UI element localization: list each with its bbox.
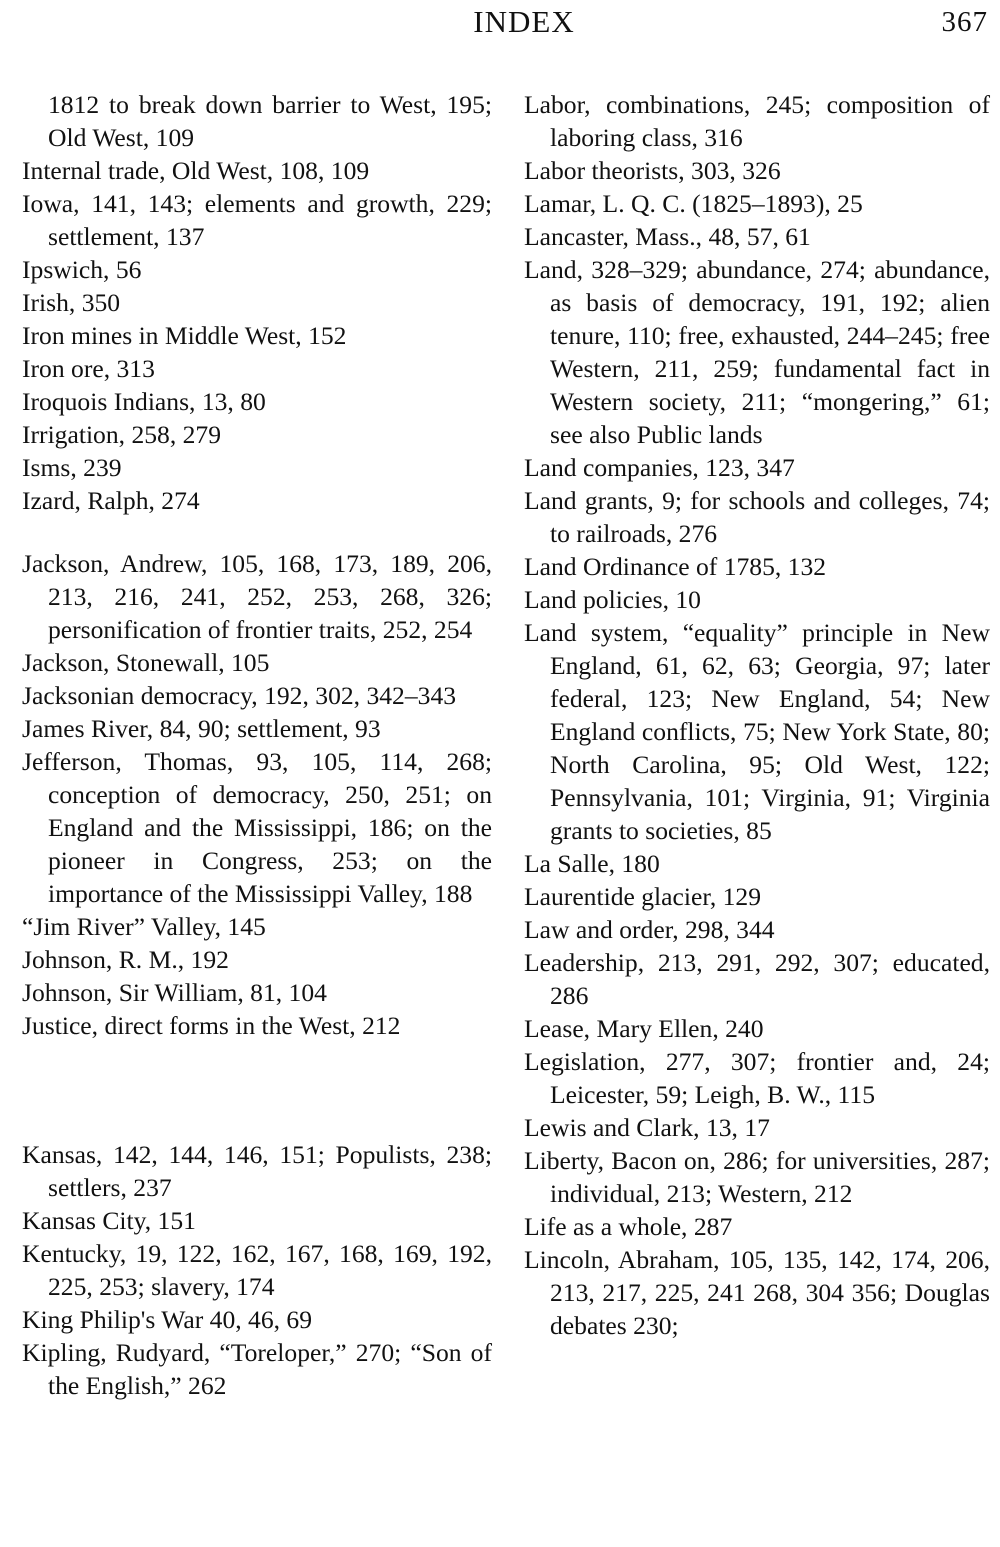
index-entry: Land policies, 10 <box>524 585 701 614</box>
index-entry: Land Ordinance of 1785, 132 <box>524 552 827 581</box>
index-entry: Land companies, 123, 347 <box>524 453 795 482</box>
index-entry: 1812 to break down barrier to West, 195; Old West, 109 <box>48 90 492 152</box>
index-entry: Jackson, Stonewall, 105 <box>22 648 270 677</box>
index-entry: James River, 84, 90; settlement, 93 <box>22 714 381 743</box>
index-entry: Labor theorists, 303, 326 <box>524 156 781 185</box>
index-entry: Kentucky, 19, 122, 162, 167, 168, 169, 192, 225, 253; slavery, 174 <box>22 1239 492 1301</box>
index-entry: Jackson, Andrew, 105, 168, 173, 189, 206, 213, 216, 241, 252, 253, 268, 326; personification of frontier traits, 252, 254 <box>22 549 492 644</box>
index-entry: Life as a whole, 287 <box>524 1212 733 1241</box>
letter-group-spacer <box>22 1042 492 1138</box>
page-title: INDEX <box>473 4 575 39</box>
index-entry: Internal trade, Old West, 108, 109 <box>22 156 370 185</box>
index-entry: Irish, 350 <box>22 288 121 317</box>
index-column-left <box>22 88 492 1402</box>
index-entry: Isms, 239 <box>22 453 122 482</box>
index-entry: Liberty, Bacon on, 286; for universities, 287; individual, 213; Western, 212 <box>524 1146 990 1208</box>
index-entry: Land grants, 9; for schools and colleges, 74; to railroads, 276 <box>524 486 990 548</box>
index-entry: “Jim River” Valley, 145 <box>22 912 266 941</box>
index-entry: Iron ore, 313 <box>22 354 155 383</box>
index-entry: Leadership, 213, 291, 292, 307; educated, 286 <box>524 948 990 1010</box>
index-entry: Ipswich, 56 <box>22 255 142 284</box>
index-entry: Lancaster, Mass., 48, 57, 61 <box>524 222 811 251</box>
index-entry: Land, 328–329; abundance, 274; abundance, as basis of democracy, 191, 192; alien tenure, 110; free, exhausted, 244–245; free Western, 211, 259; fundamental fact in Western society, 211; “mongering,” 61; see also Public lands <box>524 255 990 449</box>
index-entry: La Salle, 180 <box>524 849 660 878</box>
index-entry: Jefferson, Thomas, 93, 105, 114, 268; conception of democracy, 250, 251; on England and the Mississippi, 186; on the pioneer in Congress, 253; on the importance of the Mississippi Valley, 188 <box>22 747 492 908</box>
index-entry: Lincoln, Abraham, 105, 135, 142, 174, 206, 213, 217, 225, 241 268, 304 356; Douglas debates 230; <box>524 1245 990 1340</box>
index-entry: Justice, direct forms in the West, 212 <box>22 1011 401 1040</box>
index-column-right <box>524 88 990 1342</box>
index-entry: Lease, Mary Ellen, 240 <box>524 1014 764 1043</box>
index-entry: Lewis and Clark, 13, 17 <box>524 1113 770 1142</box>
letter-group-spacer <box>22 517 492 547</box>
index-entry: Land system, “equality” principle in New England, 61, 62, 63; Georgia, 97; later federal, 123; New England, 54; New England conflicts, 75; New York State, 80; North Carolina, 95; Old West, 122; Pennsylvania, 101; Virginia, 91; Virginia grants to societies, 85 <box>524 618 990 845</box>
index-entry: Johnson, Sir William, 81, 104 <box>22 978 327 1007</box>
index-entry: Izard, Ralph, 274 <box>22 486 200 515</box>
index-entry: Johnson, R. M., 192 <box>22 945 229 974</box>
index-entry: Jacksonian democracy, 192, 302, 342–343 <box>22 681 457 710</box>
index-entry: Kipling, Rudyard, “Toreloper,” 270; “Son of the English,” 262 <box>22 1338 492 1400</box>
index-entry: Laurentide glacier, 129 <box>524 882 762 911</box>
index-entry: Irrigation, 258, 279 <box>22 420 222 449</box>
page-header <box>0 2 1000 42</box>
index-entry: Iron mines in Middle West, 152 <box>22 321 347 350</box>
index-entry: King Philip's War 40, 46, 69 <box>22 1305 313 1334</box>
index-entry: Lamar, L. Q. C. (1825–1893), 25 <box>524 189 863 218</box>
index-entry: Kansas City, 151 <box>22 1206 196 1235</box>
index-entry: Iroquois Indians, 13, 80 <box>22 387 266 416</box>
index-entry: Labor, combinations, 245; composition of laboring class, 316 <box>524 90 990 152</box>
index-entry: Legislation, 277, 307; frontier and, 24; Leicester, 59; Leigh, B. W., 115 <box>524 1047 990 1109</box>
index-entry: Kansas, 142, 144, 146, 151; Populists, 238; settlers, 237 <box>22 1140 492 1202</box>
index-entry: Iowa, 141, 143; elements and growth, 229; settlement, 137 <box>22 189 492 251</box>
page-number: 367 <box>941 6 988 38</box>
index-entry: Law and order, 298, 344 <box>524 915 775 944</box>
